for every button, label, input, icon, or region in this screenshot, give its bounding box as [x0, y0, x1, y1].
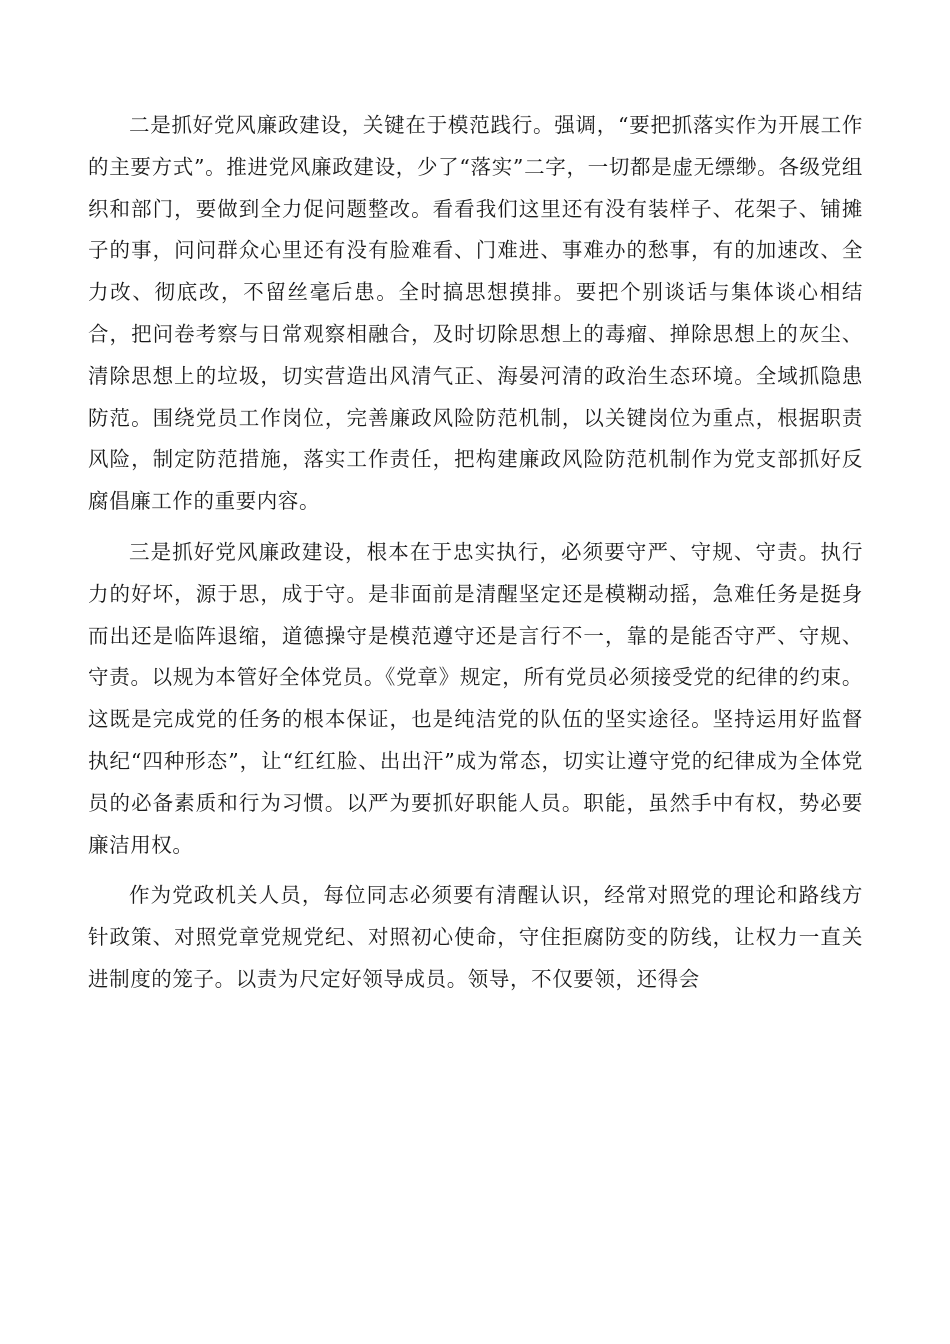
- paragraph-1: 二是抓好党风廉政建设，关键在于模范践行。强调，“要把抓落实作为开展工作的主要方式”。推进党风廉政建设，少了“落实”二字，一切都是虚无缥缈。各级党组织和部门，要做到全力促问题整改。看看我们这里还有没有装样子、花架子、铺摊子的事，问问群众心里还有没有脸难看、门难进、事难办的愁事，有的加速改、全力改、彻底改，不留丝毫后患。全时搞思想摸排。要把个别谈话与集体谈心相结合，把问卷考察与日常观察相融合，及时切除思想上的毒瘤、掸除思想上的灰尘、清除思想上的垃圾，切实营造出风清气正、海晏河清的政治生态环境。全域抓隐患防范。围绕党员工作岗位，完善廉政风险防范机制，以关键岗位为重点，根据职责风险，制定防范措施，落实工作责任，把构建廉政风险防范机制作为党支部抓好反腐倡廉工作的重要内容。: [88, 113, 863, 514]
- paragraph-2: 三是抓好党风廉政建设，根本在于忠实执行，必须要守严、守规、守责。执行力的好坏，源于思，成于守。是非面前是清醒坚定还是模糊动摇，急难任务是挺身而出还是临阵退缩，道德操守是模范遵守还是言行不一，靠的是能否守严、守规、守责。以规为本管好全体党员。《党章》规定，所有党员必须接受党的纪律的约束。这既是完成党的任务的根本保证，也是纯洁党的队伍的坚实途径。坚持运用好监督执纪“四种形态”，让“红红脸、出出汗”成为常态，切实让遵守党的纪律成为全体党员的必备素质和行为习惯。以严为要抓好职能人员。职能，虽然手中有权，势必要廉洁用权。: [88, 539, 863, 857]
- document-body: [88, 105, 863, 1010]
- paragraph-3: 作为党政机关人员，每位同志必须要有清醒认识，经常对照党的理论和路线方针政策、对照党章党规党纪、对照初心使命，守住拒腐防变的防线，让权力一直关进制度的笼子。以责为尺定好领导成员。领导，不仅要领，还得会: [88, 883, 863, 991]
